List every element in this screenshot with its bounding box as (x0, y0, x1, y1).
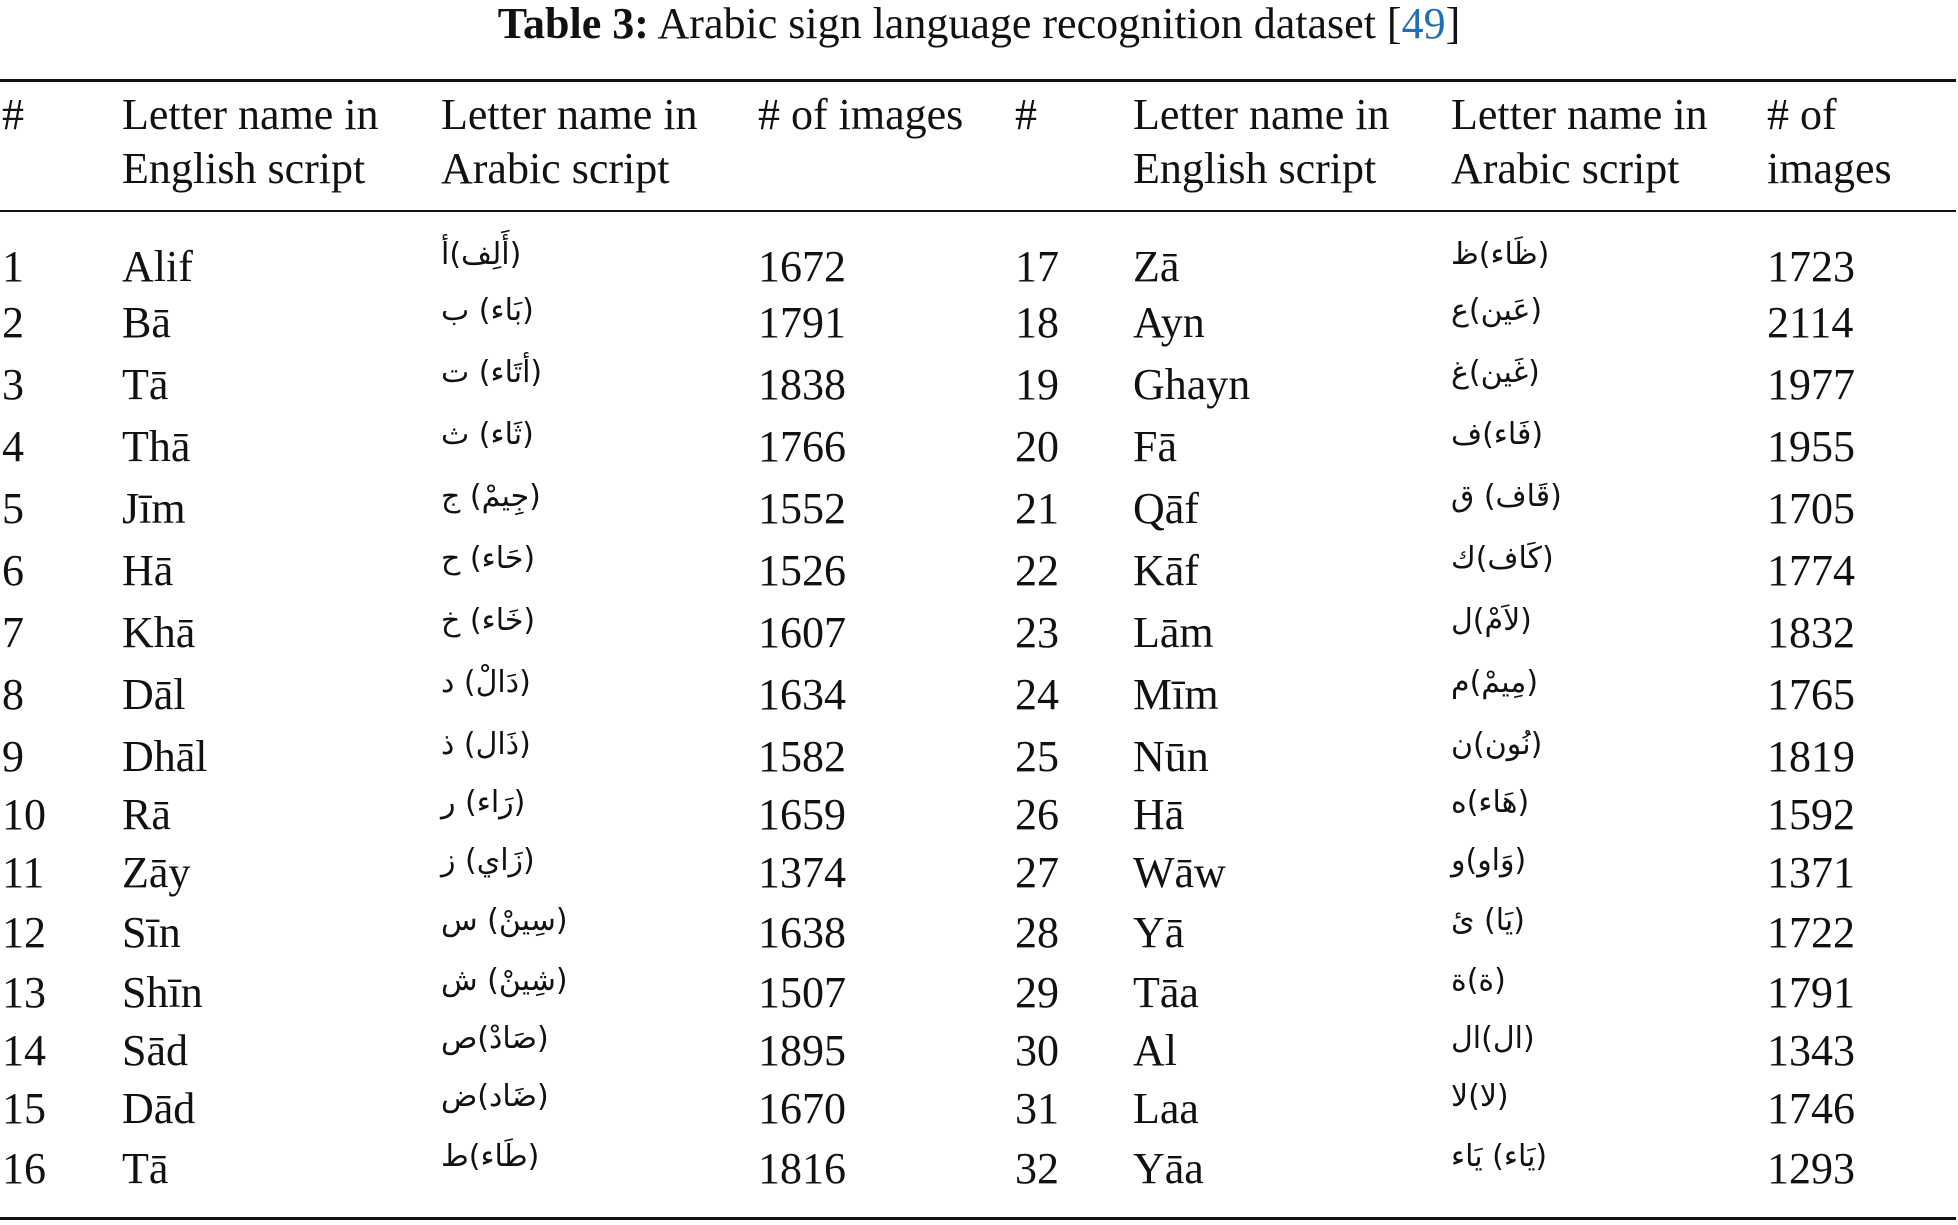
cell-arabic-name: (كَاف)ك (1451, 541, 1554, 576)
cell-image-count: 1526 (758, 546, 846, 595)
cell-english-name: Al (1133, 1026, 1177, 1075)
table-row (0, 356, 1958, 414)
table-row (0, 604, 1958, 662)
cell-image-count: 1634 (758, 670, 846, 719)
cell-number: 30 (1015, 1026, 1059, 1075)
header-english-left: Letter name in English script (122, 90, 379, 193)
cell-english-name: Dāl (122, 670, 186, 719)
cell-image-count: 1672 (758, 242, 846, 291)
cell-number: 4 (2, 422, 24, 471)
cell-arabic-name: (أَلِف)أ (441, 237, 522, 272)
cell-image-count: 1670 (758, 1084, 846, 1133)
cell-english-name: Bā (122, 298, 171, 347)
cell-number: 5 (2, 484, 24, 533)
cell-number: 2 (2, 298, 24, 347)
cell-image-count: 1816 (758, 1144, 846, 1193)
cell-arabic-name: (ضَاد)ض (441, 1079, 549, 1114)
cell-image-count: 1746 (1767, 1084, 1855, 1133)
cell-image-count: 1766 (758, 422, 846, 471)
cell-english-name: Fā (1133, 422, 1177, 471)
citation-link[interactable]: 49 (1401, 0, 1446, 48)
cell-number: 10 (2, 790, 46, 839)
cell-number: 7 (2, 608, 24, 657)
cell-number: 26 (1015, 790, 1059, 839)
cell-arabic-name: (دَالْ) د (441, 665, 531, 700)
cell-arabic-name: (جِيمْ) ج (441, 479, 541, 514)
cell-arabic-name: (لا)لا (1451, 1079, 1509, 1114)
cell-arabic-name: (زَاي) ز (441, 843, 535, 878)
cell-image-count: 1552 (758, 484, 846, 533)
cell-english-name: Khā (122, 608, 196, 657)
table-caption (0, 0, 1958, 48)
table-row (0, 294, 1958, 352)
cell-arabic-name: (يَاء) يَاء (1451, 1139, 1548, 1174)
cell-english-name: Lām (1133, 608, 1214, 657)
cell-arabic-name: (حَاء) ح (441, 541, 536, 576)
cell-english-name: Qāf (1133, 484, 1199, 533)
cell-image-count: 1371 (1767, 848, 1855, 897)
cell-image-count: 1819 (1767, 732, 1855, 781)
cell-arabic-name: (يَا) ئ (1451, 903, 1525, 938)
cell-number: 13 (2, 968, 46, 1017)
cell-english-name: Ghayn (1133, 360, 1251, 409)
cell-image-count: 1607 (758, 608, 846, 657)
cell-arabic-name: (نُون)ن (1451, 727, 1543, 762)
cell-number: 27 (1015, 848, 1059, 897)
cell-number: 3 (2, 360, 24, 409)
cell-arabic-name: (قَاف) ق (1451, 479, 1562, 514)
cell-english-name: Ayn (1133, 298, 1205, 347)
cell-number: 25 (1015, 732, 1059, 781)
cell-english-name: Laa (1133, 1084, 1199, 1133)
header-rule (0, 210, 1956, 212)
table-row (0, 238, 1958, 296)
cell-number: 9 (2, 732, 24, 781)
cell-number: 19 (1015, 360, 1059, 409)
cell-image-count: 2114 (1767, 298, 1854, 347)
cell-english-name: Dhāl (122, 732, 208, 781)
cell-number: 18 (1015, 298, 1059, 347)
cell-english-name: Tā (122, 1144, 169, 1193)
cell-arabic-name: (ال)ال (1451, 1021, 1535, 1056)
cell-number: 14 (2, 1026, 46, 1075)
cell-english-name: Tāa (1133, 968, 1199, 1017)
cell-number: 32 (1015, 1144, 1059, 1193)
cell-arabic-name: (غَين)غ (1451, 355, 1540, 390)
cell-number: 31 (1015, 1084, 1059, 1133)
cell-image-count: 1791 (758, 298, 846, 347)
cell-arabic-name: (شِينْ) ش (441, 963, 568, 998)
cell-number: 6 (2, 546, 24, 595)
cell-arabic-name: (هَاء)ه (1451, 785, 1530, 820)
cell-arabic-name: (عَين)ع (1451, 293, 1543, 328)
cell-english-name: Rā (122, 790, 171, 839)
cell-english-name: Alif (122, 242, 193, 291)
cell-image-count: 1659 (758, 790, 846, 839)
cell-image-count: 1791 (1767, 968, 1855, 1017)
cell-arabic-name: (بَاء) ب (441, 293, 534, 328)
cell-arabic-name: (رَاء) ر (441, 785, 526, 820)
table-row (0, 786, 1958, 844)
cell-image-count: 1592 (1767, 790, 1855, 839)
cell-arabic-name: (وَاو)و (1451, 843, 1527, 878)
cell-number: 20 (1015, 422, 1059, 471)
cell-arabic-name: (طَاء)ط (441, 1139, 540, 1174)
cell-english-name: Kāf (1133, 546, 1199, 595)
cell-arabic-name: (أتَاء) ت (441, 355, 543, 390)
cell-arabic-name: (سِينْ) س (441, 903, 568, 938)
cell-image-count: 1723 (1767, 242, 1855, 291)
caption-label: Table 3: (497, 0, 649, 48)
cell-arabic-name: (ذَال) ذ (441, 727, 531, 762)
cell-arabic-name: (ظَاء)ظ (1451, 237, 1550, 272)
cell-number: 21 (1015, 484, 1059, 533)
table-row (0, 542, 1958, 600)
cell-english-name: Hā (1133, 790, 1185, 839)
cell-english-name: Hā (122, 546, 174, 595)
table-row (0, 1140, 1958, 1198)
cell-arabic-name: (لاَمْ)ل (1451, 603, 1532, 638)
cell-image-count: 1838 (758, 360, 846, 409)
cell-number: 29 (1015, 968, 1059, 1017)
cell-english-name: Zā (1133, 242, 1180, 291)
cell-english-name: Yāa (1133, 1144, 1204, 1193)
caption-text: Arabic sign language recognition dataset [ (657, 0, 1402, 48)
header-number-right: # (1015, 90, 1037, 139)
cell-image-count: 1722 (1767, 908, 1855, 957)
table-row (0, 1022, 1958, 1080)
cell-english-name: Sīn (122, 908, 181, 957)
cell-number: 1 (2, 242, 24, 291)
table-row (0, 844, 1958, 902)
cell-english-name: Zāy (122, 848, 191, 897)
cell-number: 12 (2, 908, 46, 957)
cell-arabic-name: (صَادْ)ص (441, 1021, 549, 1056)
cell-number: 16 (2, 1144, 46, 1193)
cell-english-name: Jīm (122, 484, 186, 533)
top-rule (0, 79, 1956, 82)
header-arabic-right: Letter name in Arabic script (1451, 90, 1708, 193)
cell-image-count: 1774 (1767, 546, 1855, 595)
cell-english-name: Dād (122, 1084, 196, 1133)
cell-image-count: 1705 (1767, 484, 1855, 533)
cell-number: 23 (1015, 608, 1059, 657)
cell-image-count: 1507 (758, 968, 846, 1017)
cell-number: 24 (1015, 670, 1059, 719)
table-row (0, 964, 1958, 1022)
cell-english-name: Yā (1133, 908, 1185, 957)
cell-image-count: 1582 (758, 732, 846, 781)
cell-english-name: Mīm (1133, 670, 1219, 719)
caption-close: ] (1445, 0, 1461, 48)
cell-english-name: Tā (122, 360, 169, 409)
header-images-right: # of images (1767, 90, 1892, 193)
table-row (0, 1080, 1958, 1138)
cell-arabic-name: (ثَاء) ث (441, 417, 534, 452)
table-row (0, 418, 1958, 476)
cell-english-name: Wāw (1133, 848, 1226, 897)
cell-image-count: 1638 (758, 908, 846, 957)
cell-image-count: 1977 (1767, 360, 1855, 409)
cell-number: 8 (2, 670, 24, 719)
cell-image-count: 1343 (1767, 1026, 1855, 1075)
cell-image-count: 1765 (1767, 670, 1855, 719)
header-number-left: # (2, 90, 24, 139)
cell-english-name: Shīn (122, 968, 203, 1017)
cell-image-count: 1832 (1767, 608, 1855, 657)
cell-image-count: 1895 (758, 1026, 846, 1075)
cell-number: 15 (2, 1084, 46, 1133)
cell-english-name: Nūn (1133, 732, 1209, 781)
header-english-right: Letter name in English script (1133, 90, 1390, 193)
cell-number: 17 (1015, 242, 1059, 291)
cell-english-name: Sād (122, 1026, 188, 1075)
cell-number: 22 (1015, 546, 1059, 595)
cell-image-count: 1374 (758, 848, 846, 897)
cell-arabic-name: (مِيمْ)م (1451, 665, 1539, 700)
header-arabic-left: Letter name in Arabic script (441, 90, 698, 193)
cell-arabic-name: (ة)ة (1451, 963, 1506, 998)
cell-number: 28 (1015, 908, 1059, 957)
cell-number: 11 (2, 848, 45, 897)
cell-arabic-name: (خَاء) خ (441, 603, 536, 638)
table-row (0, 480, 1958, 538)
cell-english-name: Thā (122, 422, 191, 471)
bottom-rule (0, 1217, 1956, 1220)
table-row (0, 728, 1958, 786)
cell-image-count: 1955 (1767, 422, 1855, 471)
header-images-left: # of images (758, 90, 964, 139)
cell-arabic-name: (فَاء)ف (1451, 417, 1544, 452)
table-row (0, 666, 1958, 724)
cell-image-count: 1293 (1767, 1144, 1855, 1193)
table-row (0, 904, 1958, 962)
